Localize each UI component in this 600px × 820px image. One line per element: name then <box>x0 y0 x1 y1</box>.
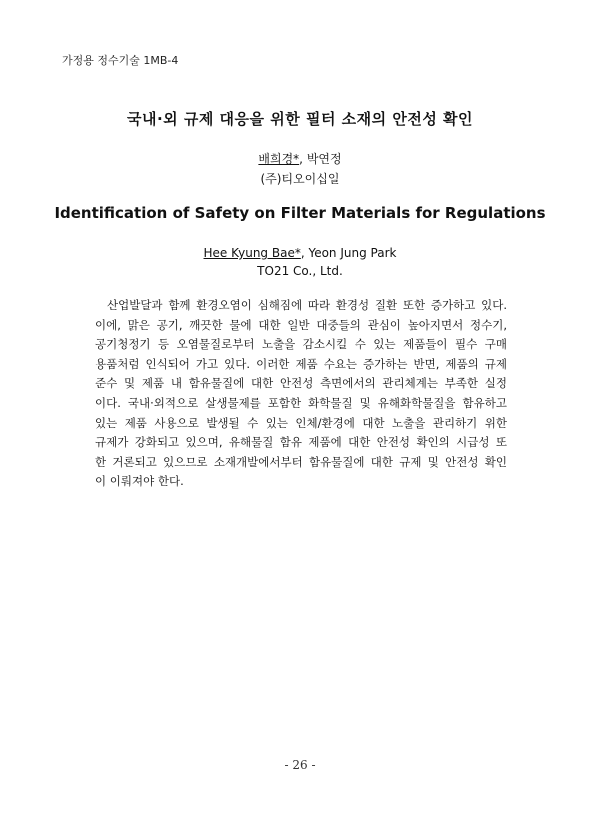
abstract-line: 준수 및 제품 내 함유물질에 대한 안전성 측면에서의 관리체계는 부족한 실정 <box>95 376 507 391</box>
author-separator: , <box>299 152 307 166</box>
korean-author-coauthor: 박연정 <box>306 152 342 166</box>
abstract-line: 이에, 맑은 공기, 깨끗한 물에 대한 일반 대중들의 관심이 높아지면서 정수기, <box>95 317 507 332</box>
korean-author-presenting: 배희경* <box>258 152 300 166</box>
author-separator: , <box>300 246 309 260</box>
korean-title: 국내·외 규제 대응을 위한 필터 소재의 안전성 확인 <box>126 110 474 128</box>
abstract-line: 공기청정기 등 오염물질로부터 노출을 감소시킬 수 있는 제품들이 필수 구매 <box>95 337 507 352</box>
abstract-line: 있는 제품 사용으로 발생될 수 있는 인체/환경에 대한 노출을 관리하기 위한 <box>95 415 507 430</box>
abstract-body <box>95 296 507 492</box>
abstract-line: 규제가 강화되고 있으며, 유해물질 함유 제품에 대한 안전성 확인의 시급성 또 <box>95 435 507 450</box>
session-tag: 가정용 정수기술 1MB-4 <box>62 54 179 67</box>
korean-authors <box>0 150 600 167</box>
abstract-line: 이 이뤄져야 한다. <box>95 474 184 489</box>
english-affiliation: TO21 Co., Ltd. <box>257 264 343 278</box>
english-title: Identification of Safety on Filter Materials for Regulations <box>54 204 546 222</box>
korean-affiliation: (주)티오이십일 <box>260 172 340 186</box>
english-author-presenting: Hee Kyung Bae* <box>203 246 301 260</box>
abstract-line: 이다. 국내·외적으로 살생물제를 포함한 화학물질 및 유해화학물질을 함유하고 <box>95 395 507 410</box>
abstract-line: 용품처럼 인식되어 가고 있다. 이러한 제품 수요는 증가하는 반면, 제품의 규제 <box>95 356 507 371</box>
english-authors <box>0 246 600 260</box>
abstract-line: 산업발달과 함께 환경오염이 심해짐에 따라 환경성 질환 또한 증가하고 있다. <box>107 298 507 312</box>
english-author-coauthor: Yeon Jung Park <box>308 246 397 260</box>
page-number: - 26 - <box>284 758 316 772</box>
abstract-line: 한 거론되고 있으므로 소재개발에서부터 함유물질에 대한 규제 및 안전성 확인 <box>95 454 507 469</box>
